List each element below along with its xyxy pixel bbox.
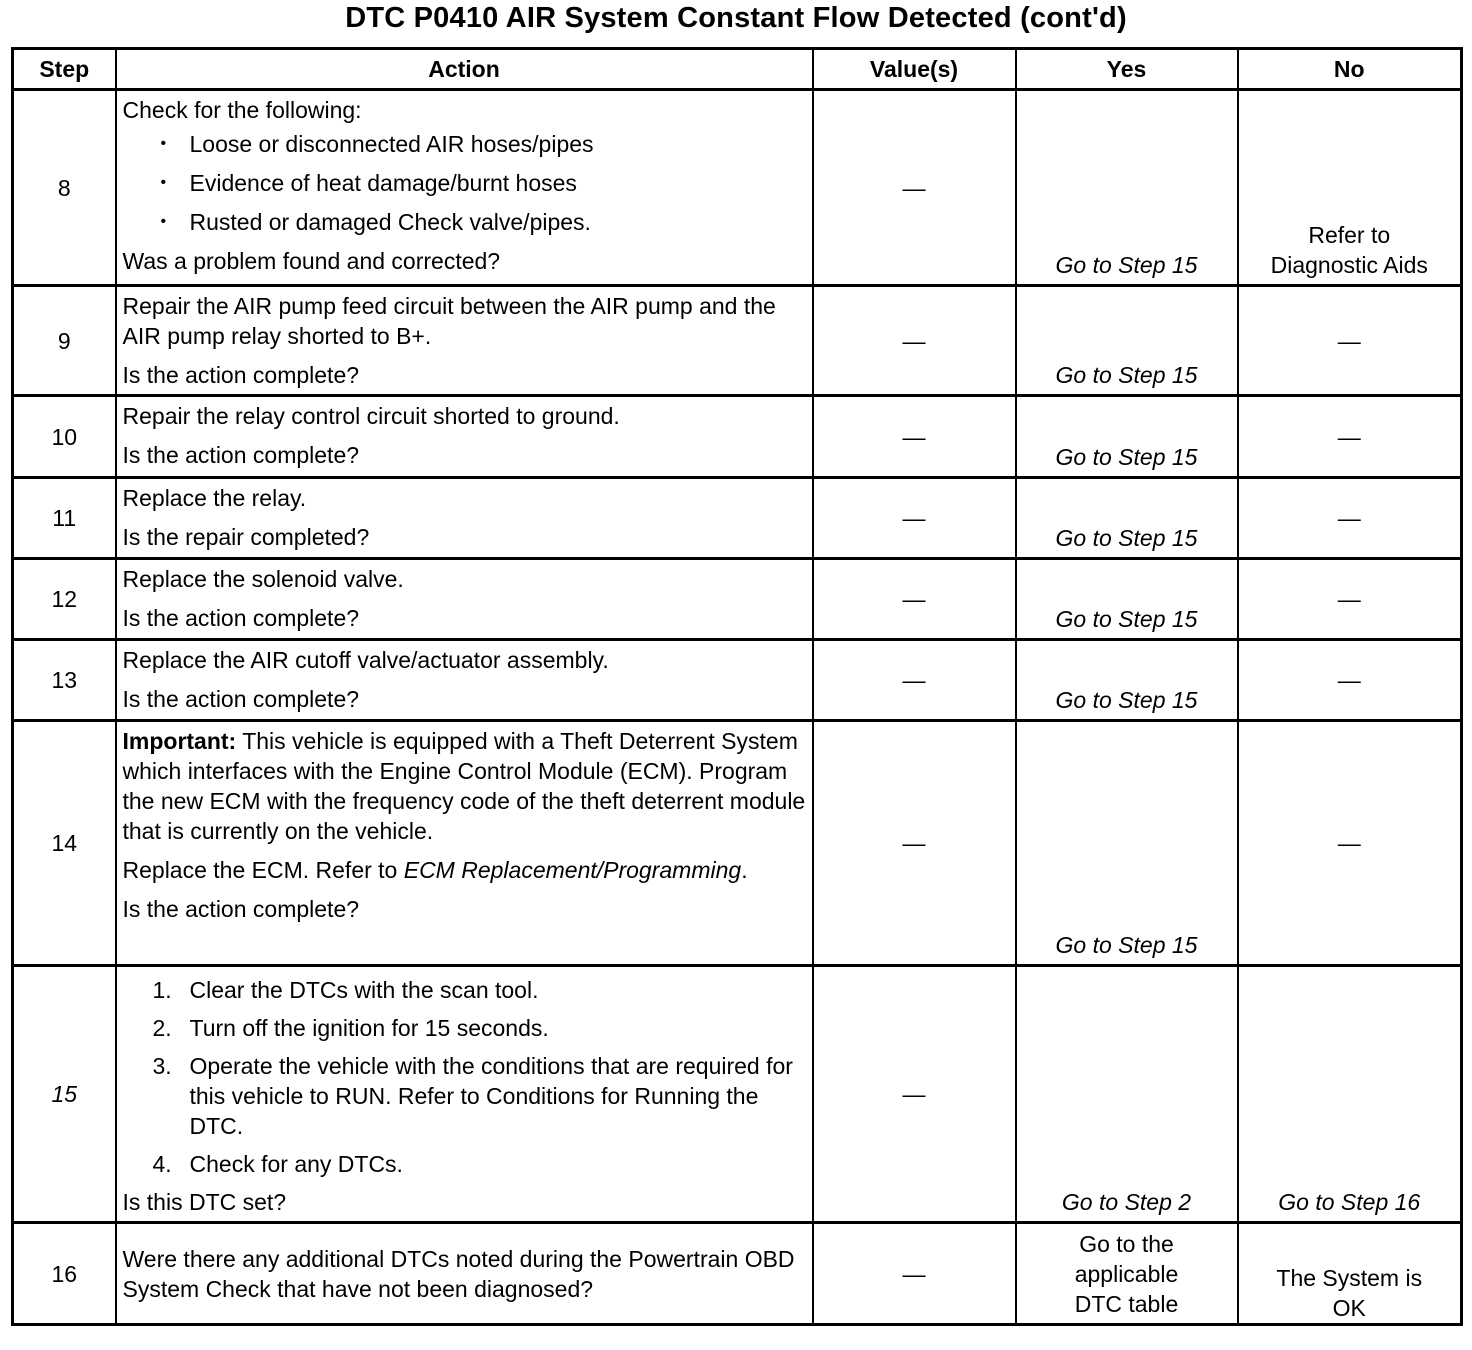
no-cell: — [1238, 396, 1462, 478]
yes-link: Go to Step 2 [1061, 1189, 1192, 1215]
yes-link: Go to Step 15 [1055, 252, 1198, 278]
replace-instruction [123, 855, 806, 885]
yes-link: Go to Step 15 [1055, 932, 1198, 958]
list-item [123, 1051, 806, 1141]
action-intro: Check for the following: [122, 97, 362, 123]
table-row [13, 478, 1462, 559]
action-question: Is the action complete? [122, 605, 360, 631]
list-item: • Loose or disconnected AIR hoses/pipes [123, 129, 806, 159]
no-cell [1238, 966, 1462, 1223]
yes-cell [1016, 286, 1238, 396]
no-cell: — [1238, 286, 1462, 396]
header-row [13, 49, 1462, 90]
important-text: This vehicle is equipped with a Theft Deterrent System which interfaces with the Engine Control Module (ECM). Program the new ECM with the frequency code of the theft deterrent module that is currently on the vehicle. [122, 728, 806, 844]
replace-end: . [741, 857, 748, 883]
list-number: 2. [152, 1015, 172, 1041]
value-cell: — [813, 721, 1016, 966]
value-cell: — [813, 559, 1016, 640]
replace-text: Replace the ECM. Refer to [122, 857, 404, 883]
action-text: Repair the relay control circuit shorted to ground. [122, 403, 620, 429]
action-text: Replace the AIR cutoff valve/actuator assembly. [122, 647, 609, 673]
header-yes: Yes [1016, 49, 1238, 90]
value-cell: — [813, 966, 1016, 1223]
action-text: Replace the relay. [122, 485, 307, 511]
no-cell: — [1238, 640, 1462, 721]
action-question: Is the action complete? [122, 686, 360, 712]
action-question: Was a problem found and corrected? [122, 248, 501, 274]
header-action: Action [116, 49, 813, 90]
yes-link: Go to Step 15 [1055, 444, 1198, 470]
table-row [13, 640, 1462, 721]
step-number: 11 [13, 478, 116, 559]
page-title: DTC P0410 AIR System Constant Flow Detected (cont'd) [345, 2, 1127, 34]
step-number: 12 [13, 559, 116, 640]
value-cell: — [813, 640, 1016, 721]
table-row [13, 1223, 1462, 1325]
yes-cell [1016, 559, 1238, 640]
action-cell [116, 721, 813, 966]
step-number: 14 [13, 721, 116, 966]
list-text: Clear the DTCs with the scan tool. [189, 977, 539, 1003]
action-text: Were there any additional DTCs noted during the Powertrain OBD System Check that have not been diagnosed? [122, 1245, 795, 1302]
step-number: 15 [13, 966, 116, 1223]
list-item [123, 1149, 806, 1179]
action-question: Is the repair completed? [122, 524, 370, 550]
step-number: 9 [13, 286, 116, 396]
action-question: Is the action complete? [122, 362, 360, 388]
table-row [13, 721, 1462, 966]
list-number: 1. [152, 977, 172, 1003]
action-question: Is the action complete? [122, 896, 360, 922]
action-question: Is this DTC set? [122, 1189, 287, 1215]
yes-cell: Go to the applicable DTC table [1016, 1223, 1238, 1325]
bullet-list [123, 129, 806, 237]
action-text: Replace the solenoid valve. [122, 566, 404, 592]
action-cell [116, 90, 813, 286]
header-step: Step [13, 49, 116, 90]
value-cell: — [813, 1223, 1016, 1325]
list-text: Operate the vehicle with the conditions that are required for this vehicle to RUN. Refer to Conditions for Running the DTC. [189, 1053, 793, 1139]
action-cell [116, 478, 813, 559]
numbered-list [123, 975, 806, 1179]
yes-cell [1016, 721, 1238, 966]
header-no: No [1238, 49, 1462, 90]
diagnostic-table [11, 47, 1463, 1326]
yes-cell [1016, 396, 1238, 478]
step-number: 10 [13, 396, 116, 478]
important-label: Important: [122, 728, 237, 754]
important-note [123, 726, 806, 846]
yes-cell [1016, 478, 1238, 559]
list-number: 3. [152, 1053, 172, 1079]
yes-cell [1016, 640, 1238, 721]
value-cell: — [813, 286, 1016, 396]
table-row [13, 396, 1462, 478]
step-number: 8 [13, 90, 116, 286]
table-row [13, 286, 1462, 396]
yes-cell [1016, 90, 1238, 286]
replace-reference: ECM Replacement/Programming [403, 857, 742, 883]
step-number: 13 [13, 640, 116, 721]
table-row [13, 90, 1462, 286]
no-cell: — [1238, 478, 1462, 559]
action-cell [116, 286, 813, 396]
value-cell: — [813, 396, 1016, 478]
action-cell [116, 1223, 813, 1325]
yes-link: Go to Step 15 [1055, 525, 1198, 551]
list-item [123, 975, 806, 1005]
yes-cell [1016, 966, 1238, 1223]
list-text: Turn off the ignition for 15 seconds. [189, 1015, 549, 1041]
value-cell: — [813, 90, 1016, 286]
action-text: Repair the AIR pump feed circuit between the AIR pump and the AIR pump relay shorted to B+. [122, 293, 776, 349]
list-text: Check for any DTCs. [189, 1151, 403, 1177]
action-cell [116, 559, 813, 640]
table-row [13, 559, 1462, 640]
no-cell: Refer to Diagnostic Aids [1238, 90, 1462, 286]
list-number: 4. [152, 1151, 172, 1177]
header-values: Value(s) [813, 49, 1016, 90]
action-cell [116, 640, 813, 721]
action-question: Is the action complete? [122, 442, 360, 468]
no-cell: — [1238, 721, 1462, 966]
no-cell: The System is OK [1238, 1223, 1462, 1325]
list-item: • Rusted or damaged Check valve/pipes. [123, 207, 806, 237]
yes-link: Go to Step 15 [1055, 687, 1198, 713]
action-cell [116, 396, 813, 478]
yes-link: Go to Step 15 [1055, 362, 1198, 388]
table-row [13, 966, 1462, 1223]
step-number: 16 [13, 1223, 116, 1325]
yes-link: Go to Step 15 [1055, 606, 1198, 632]
action-cell [116, 966, 813, 1223]
list-item: • Evidence of heat damage/burnt hoses [123, 168, 806, 198]
value-cell: — [813, 478, 1016, 559]
list-item [123, 1013, 806, 1043]
no-cell: — [1238, 559, 1462, 640]
no-link: Go to Step 16 [1278, 1189, 1421, 1215]
